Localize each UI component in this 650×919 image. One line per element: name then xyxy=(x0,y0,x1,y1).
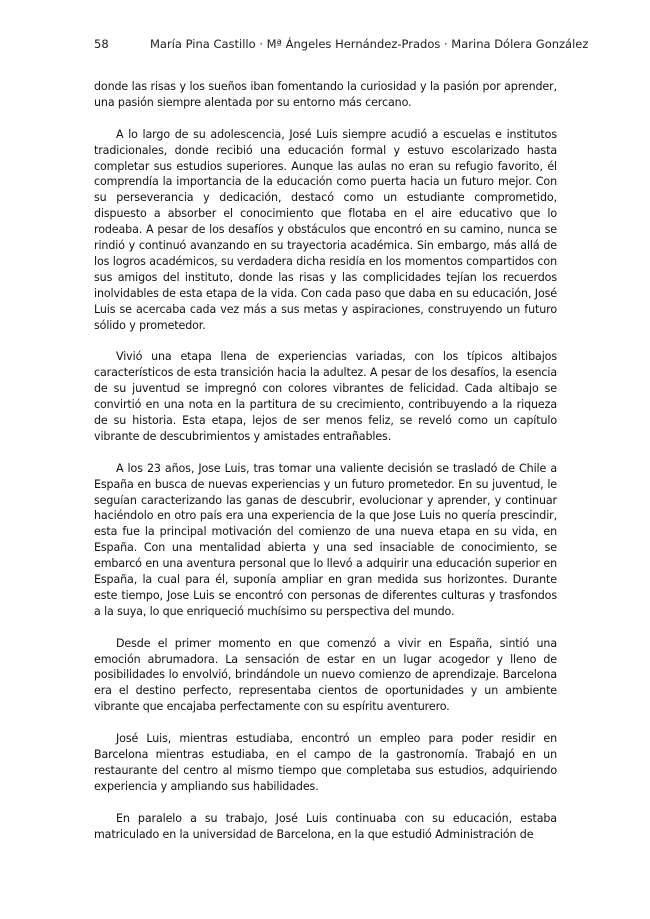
page-header xyxy=(94,37,589,55)
body-text xyxy=(94,79,557,842)
paragraph: A lo largo de su adolescencia, José Luis siempre acudió a escuelas e institutos tradicionales, donde recibió una educación formal y estuvo escolarizado hasta completar sus estudios superiores. Aunque las aulas no eran su refugio favorito, él comprendía la importancia de la educación como puerta hacia un futuro mejor. Con su perseverancia y dedicación, destacó como un estudiante comprometido, dispuesto a absorber el conocimiento que flotaba en el aire educativo que lo rodeaba. A pesar de los desafíos y obstáculos que encontró en su camino, nunca se rindió y continuó avanzando en su trayectoria académica. Sin embargo, más allá de los logros académicos, su verdadera dicha residía en los momentos compartidos con sus amigos del instituto, donde las risas y las complicidades tejían los recuerdos inolvidables de esta etapa de la vida. Con cada paso que daba en su educación, José Luis se acercaba cada vez más a sus metas y aspiraciones, construyendo un futuro sólido y prometedor. xyxy=(94,127,557,332)
paragraph: Desde el primer momento en que comenzó a vivir en España, sintió una emoción abrumadora. La sensación de estar en un lugar acogedor y lleno de posibilidades lo envolvió, brindándole un nuevo comienzo de aprendizaje. Barcelona era el destino perfecto, representaba cientos de oportunidades y un ambiente vibrante que encajaba perfectamente con su espíritu aventurero. xyxy=(94,636,557,714)
paragraph: A los 23 años, Jose Luis, tras tomar una valiente decisión se trasladó de Chile a España en busca de nuevas experiencias y un futuro prometedor. En su juventud, le seguían caracterizando las ganas de descubrir, evolucionar y aprender, y continuar haciéndolo en otro país era una experiencia de la que Jose Luis no quería prescindir, esta fue la principal motivación del comienzo de una nueva etapa en su vida, en España. Con una mentalidad abierta y una sed insaciable de conocimiento, se embarcó en una aventura personal que lo llevó a adquirir una educación superior en España, la cual para él, suponía ampliar en gran medida sus horizontes. Durante este tiempo, Jose Luis se encontró con personas de diferentes culturas y trasfondos a la suya, lo que enriqueció muchísimo su perspectiva del mundo. xyxy=(94,461,557,618)
running-head-authors: María Pina Castillo · Mª Ángeles Hernández-Prados · Marina Dólera González xyxy=(150,37,589,51)
paragraph: En paralelo a su trabajo, José Luis continuaba con su educación, estaba matriculado en la universidad de Barcelona, en la que estudió Administración de xyxy=(94,811,557,841)
paragraph-continuation: donde las risas y los sueños iban fomentando la curiosidad y la pasión por aprender, una pasión siempre alentada por su entorno más cercano. xyxy=(94,80,557,109)
page-number: 58 xyxy=(94,37,109,51)
paragraph: José Luis, mientras estudiaba, encontró un empleo para poder residir en Barcelona mientras estudiaba, en el campo de la gastronomía. Trabajó en un restaurante del centro al mismo tiempo que completaba sus estudios, adquiriendo experiencia y ampliando sus habilidades. xyxy=(94,732,557,793)
paragraph: Vivió una etapa llena de experiencias variadas, con los típicos altibajos característicos de esta transición hacia la adultez. A pesar de los desafíos, la esencia de su juventud se impregnó con colores vibrantes de felicidad. Cada altibajo se convirtió en una nota en la partitura de su crecimiento, contribuyendo a la riqueza de su historia. Esta etapa, lejos de ser menos feliz, se reveló como un capítulo vibrante de descubrimientos y amistades entrañables. xyxy=(94,350,557,443)
